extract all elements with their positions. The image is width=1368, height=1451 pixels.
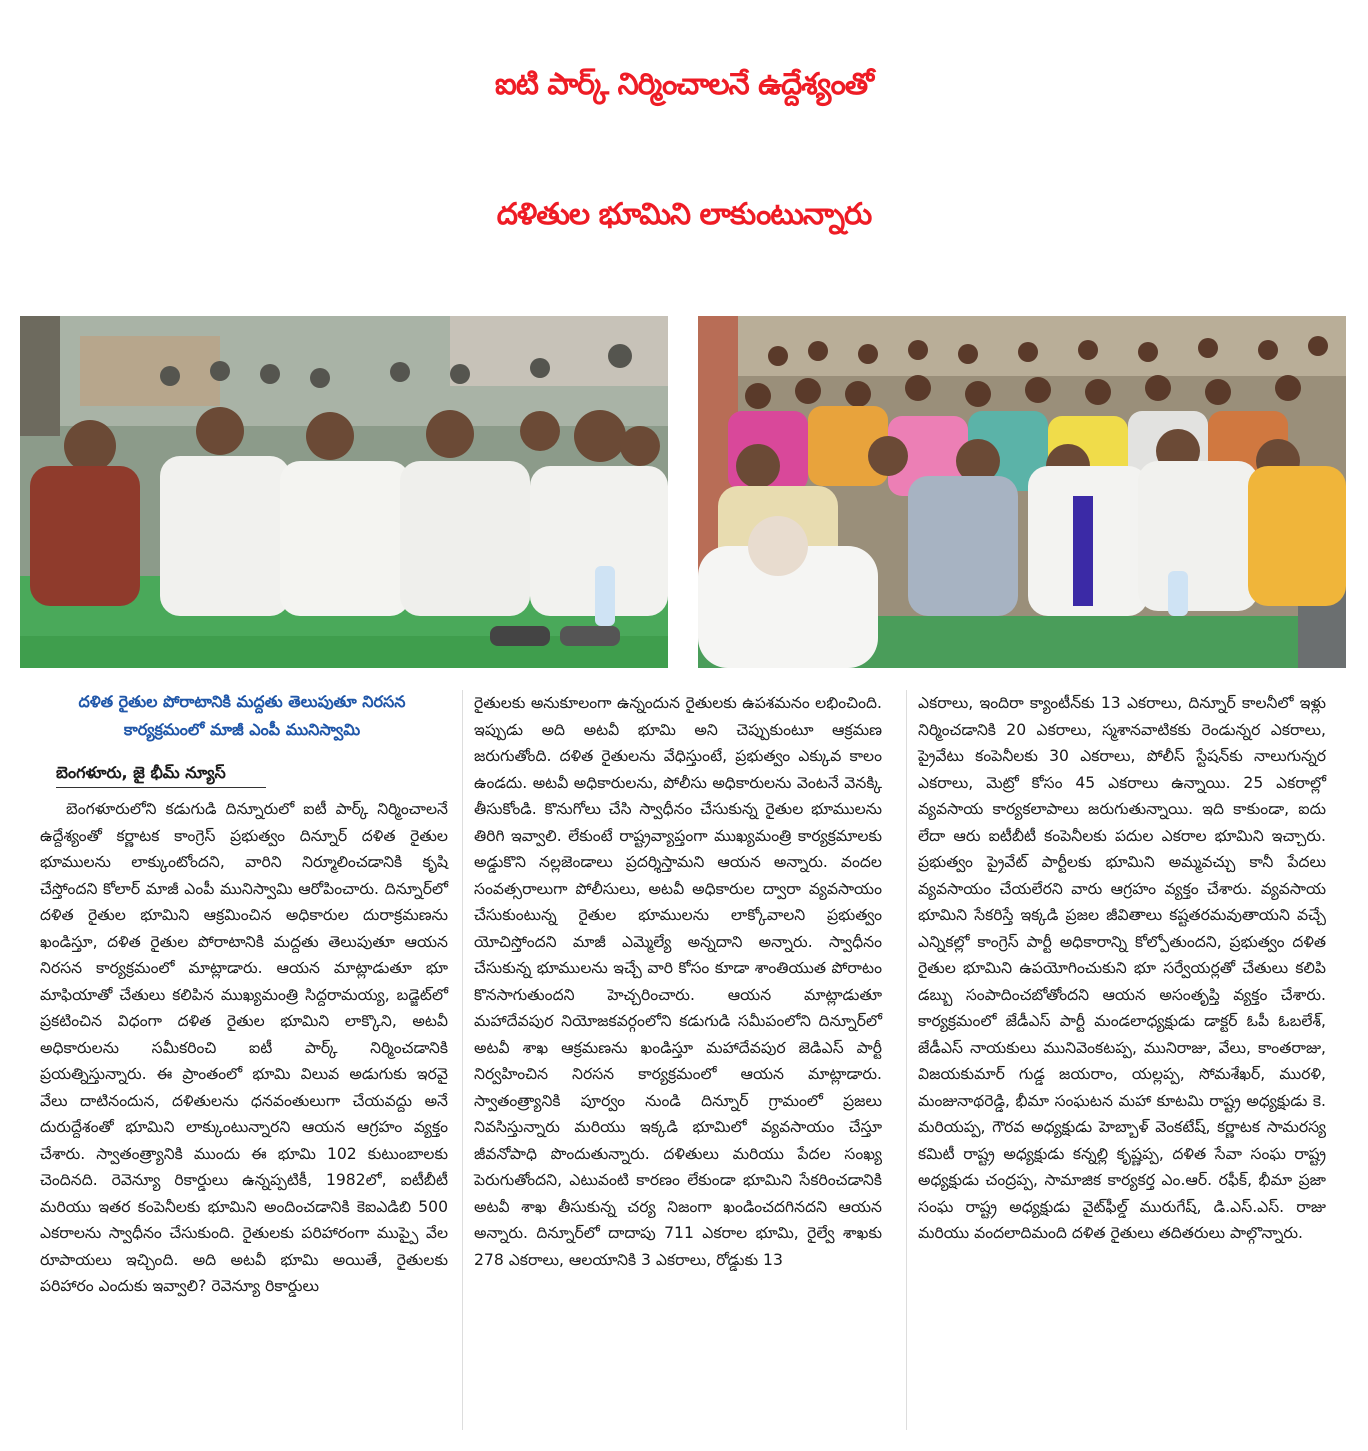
- protest-crowd-photo: [698, 316, 1346, 668]
- headline-line-1: ఐటి పార్క్ నిర్మించాలనే ఉద్దేశ్యంతో: [494, 67, 874, 102]
- photo-caption: దళిత రైతుల పోరాటానికి మద్దతు తెలుపుతూ నిరసన కార్యక్రమంలో మాజీ ఎంపీ మునిస్వామి: [78, 692, 406, 739]
- headline-line-2: దళితుల భూమిని లాకుంటున్నారు: [496, 197, 872, 232]
- article-column-3: [918, 690, 1326, 1247]
- article-column-1: [40, 796, 448, 1300]
- protest-leaders-photo: [20, 316, 668, 668]
- column-divider: [906, 690, 907, 1430]
- dateline: బెంగళూరు, జై భీమ్ న్యూస్: [56, 763, 226, 782]
- dateline-divider: [56, 787, 266, 788]
- article-paragraph: రైతులకు అనుకూలంగా ఉన్నందున రైతులకు ఉపశమనం లభించింది. ఇప్పుడు అది అటవీ భూమి అని చెప్పుకుంటూ ఆక్రమణ జరుగుతోంది. దళిత రైతులను వేధిస్తుంటే, ప్రభుత్వం ఎక్కువ కాలం ఉండదు. అటవీ అధికారులను, పోలీసు అధికారులను వెంటనే వెనక్కి తీసుకోండి. కొనుగోలు చేసి స్వాధీనం చేసుకున్న రైతుల భూములను తిరిగి ఇవ్వాలి. లేకుంటే రాష్ట్రవ్యాప్తంగా ముఖ్యమంత్రి కార్యక్రమాలకు అడ్డుకొని నల్లజెండాలు ప్రదర్శిస్తామని ఆయన అన్నారు. వందల సంవత్సరాలుగా పోలీసులు, అటవీ అధికారుల ద్వారా వ్యవసాయం చేసుకుంటున్న రైతుల భూములను లాక్కోవాలని ప్రభుత్వం యోచిస్తోందని మాజీ ఎమ్మెల్యే అన్నదాని అన్నారు. స్వాధీనం చేసుకున్న భూములను ఇచ్చే వారి కోసం కూడా శాంతియుత పోరాటం కొనసాగుతుందని హెచ్చరించారు. ఆయన మాట్లాడుతూ మహాదేవపుర నియోజకవర్గంలోని కడుగుడి సమీపంలోని దిన్నూర్‌లో అటవీ శాఖ ఆక్రమణను ఖండిస్తూ మహాదేవపుర జెడిఎస్ పార్టీ నిర్వహించిన నిరసన కార్యక్రమంలో ఆయన మాట్లాడారు. స్వాతంత్ర్యానికి పూర్వం నుండి దిన్నూర్ గ్రామంలో ప్రజలు నివసిస్తున్నారు మరియు ఇక్కడి భూమిలో వ్యవసాయం చేస్తూ జీవనోపాధి పొందుతున్నారు. దళితులు మరియు పేదల సంఖ్య పెరుగుతోందని, ఎటువంటి కారణం లేకుండా భూమిని సేకరించడానికి అటవీ శాఖ తీసుకున్న చర్య నిజంగా ఖండించదగినదని ఆయన అన్నారు. దిన్నూర్‌లో దాదాపు 711 ఎకరాల భూమి, రైల్వే శాఖకు 278 ఎకరాలు, ఆలయానికి 3 ఎకరాలు, రోడ్డుకు 13: [474, 694, 882, 1269]
- article-column-2: [474, 690, 882, 1273]
- article-paragraph: బెంగళూరులోని కడుగుడి దిన్నూరులో ఐటీ పార్క్ నిర్మించాలనే ఉద్దేశ్యంతో కర్ణాటక కాంగ్రెస్ ప్రభుత్వం దిన్నూర్ దళిత రైతుల భూములను లాక్కుంటోందని, వారిని నిర్మూలించడానికి కృషి చేస్తోందని కోలార్ మాజీ ఎంపీ మునిస్వామి ఆరోపించారు. దిన్నూర్‌లో దళిత రైతుల భూమిని ఆక్రమించిన అధికారుల దురాక్రమణను ఖండిస్తూ, దళిత రైతుల పోరాటానికి మద్దతు తెలుపుతూ ఆయన నిరసన కార్యక్రమంలో మాట్లాడారు. ఆయన మాట్లాడుతూ భూ మాఫియాతో చేతులు కలిపిన ముఖ్యమంత్రి సిద్దరామయ్య, బడ్జెట్‌లో ప్రకటించిన విధంగా దళిత రైతుల భూమిని లాక్కొని, అటవీ అధికారులను సమీకరించి ఐటీ పార్క్ నిర్మించడానికి ప్రయత్నిస్తున్నారు. ఈ ప్రాంతంలో భూమి విలువ అడుగుకు ఇరవై వేలు దాటినందున, దళితులను ధనవంతులుగా చేయవద్దు అనే దురుద్దేశంతో భూమిని లాక్కుంటున్నారని ఆయన ఆగ్రహం వ్యక్తం చేశారు. స్వాతంత్ర్యానికి ముందు ఈ భూమి 102 కుటుంబాలకు చెందినది. రెవెన్యూ రికార్డులు ఉన్నప్పటికీ, 1982లో, ఐటీబీటీ మరియు ఇతర కంపెనీలకు భూమిని అందించడానికి కెఐఎడిబి 500 ఎకరాలను స్వాధీనం చేసుకుంది. రైతులకు పరిహారంగా ముప్పై వేల రూపాయలు ఇచ్చింది. అది అటవీ భూమి అయితే, రైతులకు పరిహారం ఎందుకు ఇవ్వాలి? రెవెన్యూ రికార్డులు: [40, 800, 448, 1295]
- article-paragraph: ఎకరాలు, ఇందిరా క్యాంటీన్‌కు 13 ఎకరాలు, దిన్నూర్ కాలనీలో ఇళ్లు నిర్మించడానికి 20 ఎకరాలు, స్మశానవాటికకు రెండున్నర ఎకరాలు, ప్రైవేటు కంపెనీలకు 30 ఎకరాలు, పోలీస్ స్టేషన్‌కు నాలుగున్నర ఎకరాలు, మెట్రో కోసం 45 ఎకరాలు ఉన్నాయి. 25 ఎకరాల్లో వ్యవసాయ కార్యకలాపాలు జరుగుతున్నాయి. ఇది కాకుండా, ఐదు లేదా ఆరు ఐటీబీటీ కంపెనీలకు పదుల ఎకరాల భూమిని ఇచ్చారు. ప్రభుత్వం ప్రైవేట్ పార్టీలకు భూమిని అమ్మవచ్చు కానీ పేదలు వ్యవసాయం చేయలేరని వారు ఆగ్రహం వ్యక్తం చేశారు. వ్యవసాయ భూమిని సేకరిస్తే ఇక్కడి ప్రజల జీవితాలు కష్టతరమవుతాయని వచ్చే ఎన్నికల్లో కాంగ్రెస్ పార్టీ అధికారాన్ని కోల్పోతుందని, ప్రభుత్వం దళిత రైతుల భూమిని ఉపయోగించుకుని భూ సర్వేయర్లతో చేతులు కలిపి డబ్బు సంపాదించబోతోందని ఆయన అసంతృప్తి వ్యక్తం చేశారు. కార్యక్రమంలో జేడీఎస్ పార్టీ మండలాధ్యక్షుడు డాక్టర్ ఓపీ ఓబలేశ్, జేడీఎస్ నాయకులు మునివెంకటప్ప, మునిరాజు, వేలు, కాంతరాజు, విజయకుమార్ గుడ్డ జయరాం, యల్లప్ప, సోమశేఖర్, మురళి, మంజునాథరెడ్డి, భీమా సంఘటన మహా కూటమి రాష్ట్ర అధ్యక్షుడు కె. మరియప్ప, గౌరవ అధ్యక్షుడు హెబ్బాళ్ వెంకటేష్, కర్ణాటక సామరస్య కమిటీ రాష్ట్ర అధ్యక్షుడు కన్నల్లి కృష్ణప్ప, దళిత సేవా సంఘ రాష్ట్ర అధ్యక్షుడు చంద్రప్ప, సామాజిక కార్యకర్త ఎం.ఆర్. రఫీక్, భీమా ప్రజా సంఘ రాష్ట్ర అధ్యక్షుడు వైట్‌ఫీల్డ్ మురుగేష్, డి.ఎస్.ఎస్. రాజు మరియు వందలాదిమంది దళిత రైతులు తదితరులు పాల్గొన్నారు.: [918, 694, 1326, 1242]
- column-divider: [462, 690, 463, 1430]
